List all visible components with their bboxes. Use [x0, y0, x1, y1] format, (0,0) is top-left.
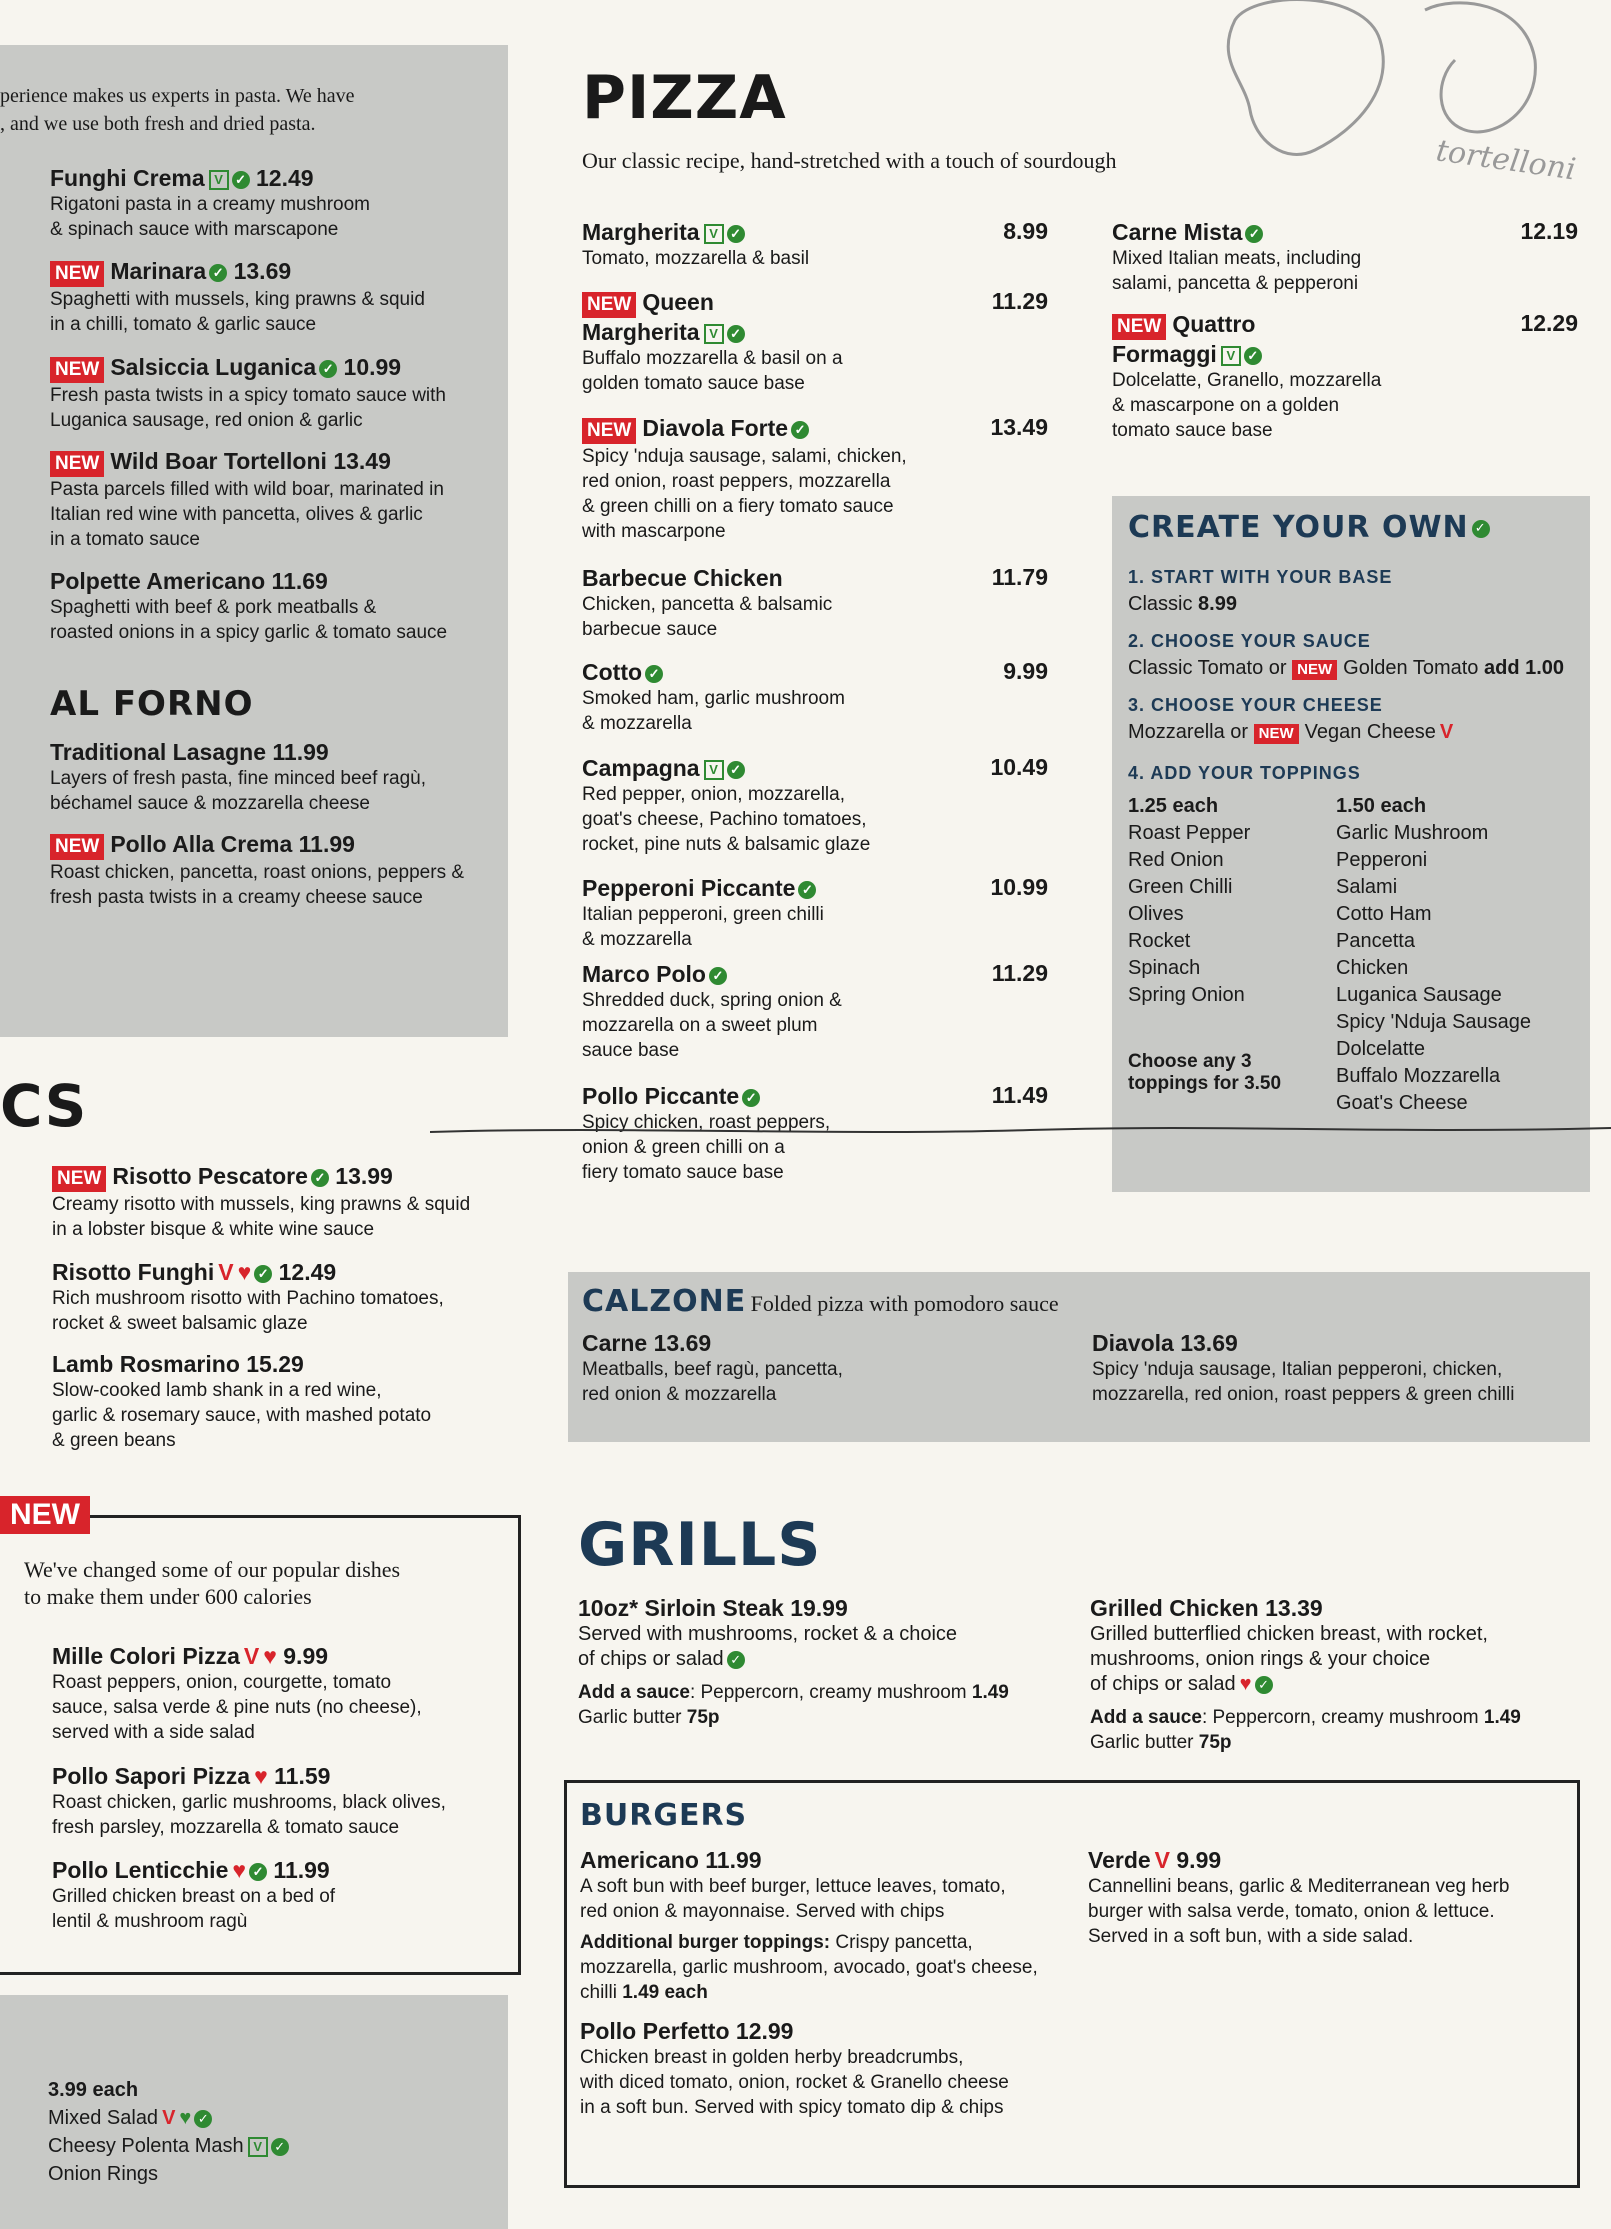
- burgers-col1: Americano 11.99 A soft bun with beef burger, lettuce leaves, tomato, red onion & mayonnaise. Served with chips Additional burger toppings: Crispy pancetta, mozzarella, garlic mushroom, avocado, goat's cheese, chilli 1.49 each Pollo Perfetto 12.99 Chicken breast in golden herby breadcrumbs, with diced tomato, onion, rocket & Granello cheese in a soft bun. Served with spicy tomato dip & chips: [580, 1846, 1080, 2120]
- menu-item: NEW Wild Boar Tortelloni 13.49 Pasta parcels filled with wild boar, marinated in Italian red wine with pancetta, olives & garlic in a tomato sauce: [50, 448, 444, 550]
- pizza-list-col2: [1112, 218, 1578, 443]
- menu-item: Mille Colori Pizza V ♥ 9.99 Roast peppers, onion, courgette, tomato sauce, salsa verde & pine nuts (no cheese), served with a side salad: [52, 1643, 422, 1743]
- menu-item: Diavola 13.69 Spicy 'nduja sausage, Italian pepperoni, chicken, mozzarella, red onion, roast peppers & green chilli: [1092, 1330, 1515, 1405]
- heart-icon: ♥: [254, 1763, 268, 1789]
- calzone-section: CALZONE Folded pizza with pomodoro sauce Carne 13.69 Meatballs, beef ragù, pancetta, red onion & mozzarella Diavola 13.69 Spicy 'nduja sausage, Italian pepperoni, chicken, mozzarella, red onion, roast peppers & green chilli: [582, 1284, 1515, 1405]
- leaf-icon: ✓: [249, 1863, 267, 1881]
- vegetarian-icon: V: [704, 324, 724, 344]
- new-badge: NEW: [50, 834, 104, 860]
- menu-item: NEW Salsiccia Luganica ✓ 10.99 Fresh pasta twists in a spicy tomato sauce with Luganica sausage, red onion & garlic: [50, 354, 446, 431]
- burgers-title: BURGERS: [580, 1798, 748, 1833]
- menu-item: NEW Risotto Pescatore ✓ 13.99 Creamy risotto with mussels, king prawns & squid in a lobster bisque & white wine sauce: [52, 1163, 471, 1240]
- leaf-icon: ✓: [311, 1169, 329, 1187]
- pasta-intro: perience makes us experts in pasta. We have , and we use both fresh and dried pasta.: [0, 85, 355, 135]
- al-forno-list: [50, 738, 490, 910]
- menu-item: Pepperoni Piccante ✓ 10.99 Italian pepperoni, green chilli & mozzarella: [582, 874, 1048, 950]
- grills-title: GRILLS: [578, 1510, 822, 1580]
- heart-icon: ♥: [263, 1643, 277, 1669]
- menu-item: NEW Queen 11.29 Margherita V ✓ Buffalo mozzarella & basil on a golden tomato sauce base: [582, 288, 1048, 394]
- leaf-icon: ✓: [727, 761, 745, 779]
- menu-item: Barbecue Chicken 11.79 Chicken, pancetta & balsamic barbecue sauce: [582, 564, 1048, 640]
- new-badge: NEW: [52, 1166, 106, 1192]
- burgers-col2: Verde V 9.99 Cannellini beans, garlic & Mediterranean veg herb burger with salsa verde, tomato, onion & lettuce. Served in a soft bun, with a side salad.: [1088, 1847, 1510, 1947]
- menu-item: Cotto ✓ 9.99 Smoked ham, garlic mushroom & mozzarella: [582, 658, 1048, 734]
- leaf-icon: ✓: [271, 2138, 289, 2156]
- vegetarian-icon: V: [704, 224, 724, 244]
- heart-icon: ♥: [1239, 1673, 1252, 1695]
- menu-item: Campagna V ✓ 10.49 Red pepper, onion, mozzarella, goat's cheese, Pachino tomatoes, rocket, pine nuts & balsamic glaze: [582, 754, 1048, 855]
- leaf-icon: ✓: [709, 967, 727, 985]
- heart-icon: ♥: [232, 1857, 247, 1883]
- menu-item: NEW Marinara ✓ 13.69 Spaghetti with mussels, king prawns & squid in a chilli, tomato & garlic sauce: [50, 258, 425, 335]
- heart-icon: ♥: [179, 2107, 192, 2129]
- calzone-title: CALZONE: [582, 1284, 747, 1319]
- vegan-icon: V: [1439, 721, 1454, 743]
- vegetarian-icon: V: [1221, 346, 1241, 366]
- new-badge: NEW: [1112, 314, 1166, 340]
- new-badge: NEW: [582, 418, 636, 444]
- leaf-icon: ✓: [1245, 225, 1263, 243]
- leaf-icon: ✓: [798, 881, 816, 899]
- menu-item: NEW Pollo Alla Crema 11.99 Roast chicken, pancetta, roast onions, peppers & fresh pasta twists in a creamy cheese sauce: [50, 831, 465, 908]
- new-badge: NEW: [1292, 660, 1337, 680]
- leaf-icon: ✓: [727, 225, 745, 243]
- leaf-icon: ✓: [194, 2110, 212, 2128]
- pizza-subtitle: Our classic recipe, hand-stretched with a touch of sourdough: [582, 148, 1117, 173]
- new-badge: NEW: [50, 357, 104, 383]
- menu-item: Carne Mista ✓ 12.19 Mixed Italian meats, including salami, pancetta & pepperoni: [1112, 218, 1578, 294]
- new-badge: NEW: [50, 261, 104, 287]
- leaf-icon: ✓: [1255, 1676, 1273, 1694]
- vegan-icon: V: [243, 1643, 260, 1669]
- menu-item: NEW Quattro 12.29 Formaggi V ✓ Dolcelatte, Granello, mozzarella & mascarpone on a golden tomato sauce base: [1112, 310, 1578, 441]
- pizza-title: PIZZA: [582, 63, 787, 133]
- new-badge: NEW: [1254, 724, 1299, 744]
- menu-item: Risotto Funghi V ♥ ✓ 12.49 Rich mushroom risotto with Pachino tomatoes, rocket & sweet balsamic glaze: [52, 1259, 444, 1334]
- menu-item: Marco Polo ✓ 11.29 Shredded duck, spring onion & mozzarella on a sweet plum sauce base: [582, 960, 1048, 1061]
- classics-list: [52, 1162, 512, 1453]
- leaf-icon: ✓: [232, 171, 250, 189]
- menu-item: 10oz* Sirloin Steak 19.99 Served with mushrooms, rocket & a choice of chips or salad ✓ Add a sauce: Peppercorn, creamy mushroom 1.49 Garlic butter 75p: [578, 1595, 1009, 1728]
- menu-item: Polpette Americano 11.69 Spaghetti with beef & pork meatballs & roasted onions in a spicy garlic & tomato sauce: [50, 568, 448, 643]
- new-badge: NEW: [582, 292, 636, 318]
- leaf-icon: ✓: [727, 325, 745, 343]
- lighter-intro: We've changed some of our popular dishes to make them under 600 calories: [24, 1557, 401, 1609]
- menu-item: Pollo Lenticchie ♥ ✓ 11.99 Grilled chicken breast on a bed of lentil & mushroom ragù: [52, 1857, 336, 1932]
- sides-list: 3.99 each Mixed Salad V ♥ ✓ Cheesy Polenta Mash V ✓ Onion Rings: [48, 2076, 289, 2188]
- new-section-badge: NEW: [0, 1496, 90, 1534]
- menu-item: Margherita V ✓ 8.99 Tomato, mozzarella & basil: [582, 218, 1048, 269]
- vegan-icon: V: [162, 2107, 176, 2129]
- toppings-150: 1.50 each Garlic Mushroom Pepperoni Salami Cotto Ham Pancetta Chicken Luganica Sausage Spicy 'Nduja Sausage Dolcelatte Buffalo Mozzarella Goat's Cheese: [1336, 795, 1532, 1114]
- al-forno-title: AL FORNO: [50, 684, 254, 724]
- leaf-icon: ✓: [209, 264, 227, 282]
- menu-item: Funghi Crema V ✓ 12.49 Rigatoni pasta in a creamy mushroom & spinach sauce with marscapone: [50, 165, 370, 240]
- menu-item: Traditional Lasagne 11.99 Layers of fresh pasta, fine minced beef ragù, béchamel sauce & mozzarella cheese: [50, 739, 426, 814]
- lighter-list: [52, 1642, 492, 1934]
- pasta-list: [50, 164, 490, 667]
- vegetarian-icon: V: [704, 760, 724, 780]
- vegetarian-icon: V: [248, 2137, 268, 2157]
- leaf-icon: ✓: [791, 421, 809, 439]
- create-your-own: CREATE YOUR OWN ✓ 1. START WITH YOUR BASE Classic 8.99 2. CHOOSE YOUR SAUCE Classic Tomato or NEW Golden Tomato add 1.00 3. CHOOSE YOUR CHEESE Mozzarella or NEW Vegan Cheese V 4. ADD YOUR TOPPINGS 1.25 each Roast Pepper Red Onion Green Chilli Olives Rocket Spinach Spring Onion Choose any 3 toppings for 3.50 1.50 each Garlic Mushroom Pepperoni Salami Cotto Ham Pancetta Chicken Luganica Sausage Spicy 'Nduja Sausage Dolcelatte Buffalo Mozzarella Goat's Cheese: [1128, 510, 1578, 1117]
- vegetarian-icon: V: [209, 170, 229, 190]
- leaf-icon: ✓: [645, 665, 663, 683]
- menu-item: Pollo Sapori Pizza ♥ 11.59 Roast chicken, garlic mushrooms, black olives, fresh parsley, mozzarella & tomato sauce: [52, 1763, 446, 1838]
- leaf-icon: ✓: [742, 1089, 760, 1107]
- menu-item: Lamb Rosmarino 15.29 Slow-cooked lamb shank in a red wine, garlic & rosemary sauce, with mashed potato & green beans: [52, 1351, 432, 1451]
- tortelloni-sketch: [1195, 0, 1611, 190]
- menu-item: Grilled Chicken 13.39 Grilled butterflied chicken breast, with rocket, mushrooms, onion rings & your choice of chips or salad ♥ ✓ Add a sauce: Peppercorn, creamy mushroom 1.49 Garlic butter 75p: [1090, 1595, 1521, 1753]
- pizza-list-col1: [582, 218, 1048, 1185]
- leaf-icon: ✓: [1472, 520, 1490, 538]
- menu-item: Pollo Piccante ✓ 11.49 Spicy chicken, roast peppers, onion & green chilli on a fiery tomato sauce base: [582, 1082, 1048, 1183]
- leaf-icon: ✓: [254, 1265, 272, 1283]
- leaf-icon: ✓: [319, 360, 337, 378]
- fold-crease: [430, 1118, 1611, 1148]
- leaf-icon: ✓: [727, 1651, 745, 1669]
- menu-item: NEW Diavola Forte ✓ 13.49 Spicy 'nduja sausage, salami, chicken, red onion, roast peppers, mozzarella & green chilli on a fiery tomato sauce with mascarpone: [582, 414, 1048, 542]
- menu-item: Americano 11.99: [580, 1847, 762, 1873]
- heart-icon: ♥: [237, 1259, 252, 1285]
- tortelloni-label: tortelloni: [1433, 133, 1578, 188]
- vegan-icon: V: [218, 1259, 234, 1285]
- risotto-section-title: CS: [0, 1072, 88, 1140]
- leaf-icon: ✓: [1244, 347, 1262, 365]
- menu-item: Carne 13.69 Meatballs, beef ragù, pancetta, red onion & mozzarella: [582, 1330, 843, 1405]
- vegan-icon: V: [1154, 1847, 1170, 1873]
- toppings-125: 1.25 each Roast Pepper Red Onion Green Chilli Olives Rocket Spinach Spring Onion Choose any 3 toppings for 3.50: [1128, 795, 1282, 1094]
- new-badge: NEW: [50, 451, 104, 477]
